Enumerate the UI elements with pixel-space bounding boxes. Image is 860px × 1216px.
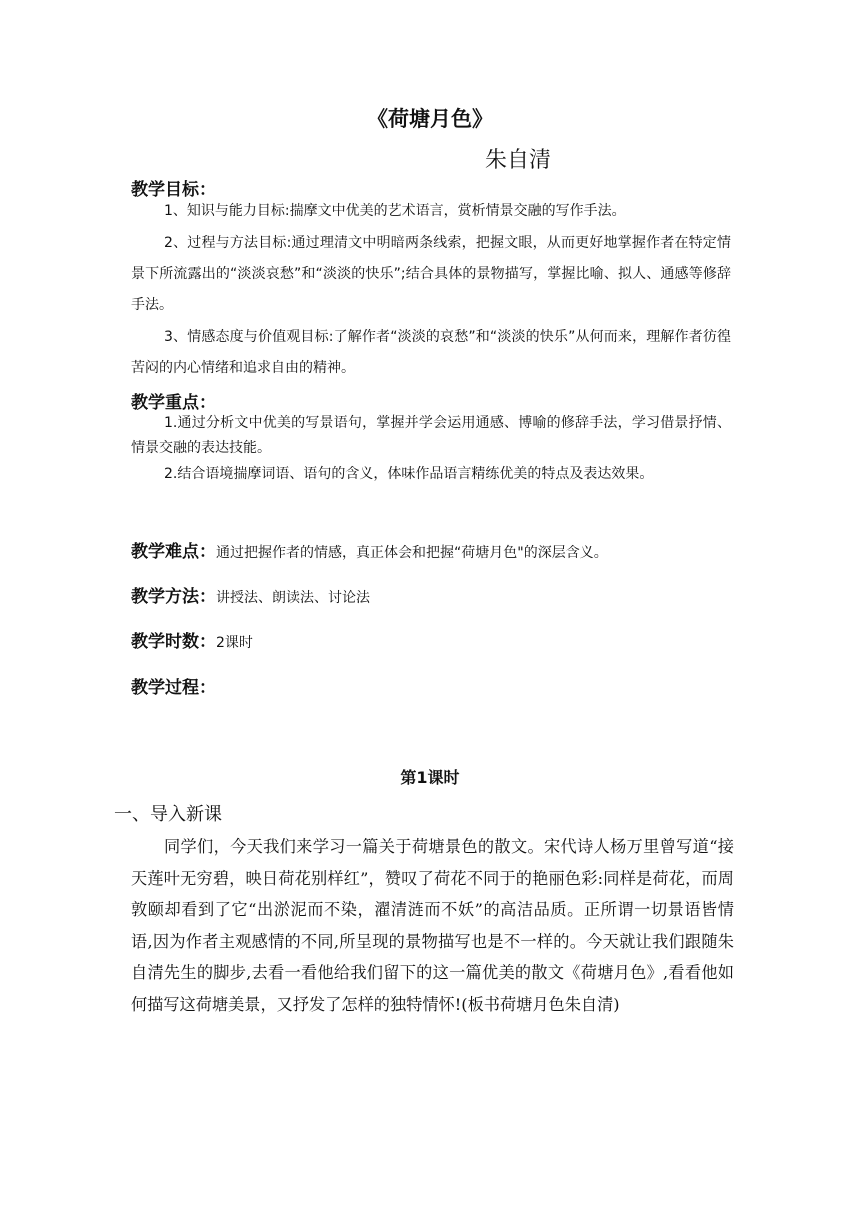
methods-value: 讲授法、朗读法、讨论法: [216, 590, 370, 606]
difficulty-value: 通过把握作者的情感，真正体会和把握“荷塘月色"的深层含义。: [216, 545, 608, 561]
hours-value: 2课时: [216, 635, 253, 651]
key-points-heading: 教学重点：: [131, 393, 216, 413]
objective-item-1: 1、知识与能力目标:揣摩文中优美的艺术语言，赏析情景交融的写作手法。: [164, 203, 626, 219]
methods-label: 教学方法：: [131, 587, 216, 607]
difficulty-label: 教学难点：: [131, 542, 216, 562]
key-point-item-2: 2.结合语境揣摩词语、语句的含义，体味作品语言精练优美的特点及表达效果。: [164, 466, 654, 482]
hours-row: [131, 627, 253, 652]
objectives-heading: 教学目标：: [131, 180, 216, 200]
difficulty-row: [131, 537, 608, 562]
methods-row: [131, 582, 370, 607]
section-heading: 一、导入新课: [114, 804, 222, 825]
process-heading: 教学过程：: [131, 678, 216, 698]
document-author: 朱自清: [485, 148, 552, 173]
document-title: 《荷塘月色》: [367, 107, 493, 131]
key-point-item-1: 1.通过分析文中优美的写景语句，掌握并学会运用通感、博喻的修辞手法，学习借景抒情、情景交融的表达技能。: [131, 415, 731, 456]
objective-item-2: 2、过程与方法目标:通过理清文中明暗两条线索，把握文眼，从而更好地掌握作者在特定情景下所流露出的“淡淡哀愁”和“淡淡的快乐”;结合具体的景物描写，掌握比喻、拟人、通感等修辞手法。: [131, 235, 731, 313]
lesson-title: 第1课时: [400, 768, 460, 787]
intro-paragraph: 同学们，今天我们来学习一篇关于荷塘景色的散文。宋代诗人杨万里曾写道“接天莲叶无穷碧，映日荷花别样红”，赞叹了荷花不同于的艳丽色彩:同样是荷花，而周敦颐却看到了它“出淤泥而不染，濯清涟而不妖”的高洁品质。正所谓一切景语皆情语,因为作者主观感情的不同,所呈现的景物描写也是不一样的。今天就让我们跟随朱自清先生的脚步,去看一看他给我们留下的这一篇优美的散文《荷塘月色》,看看他如何描写这荷塘美景，又抒发了怎样的独特情怀!(板书荷塘月色朱自清): [131, 837, 734, 1014]
objective-item-3: 3、情感态度与价值观目标:了解作者“淡淡的哀愁”和“淡淡的快乐”从何而来，理解作者彷徨苦闷的内心情绪和追求自由的精神。: [131, 329, 731, 376]
hours-label: 教学时数：: [131, 632, 216, 652]
